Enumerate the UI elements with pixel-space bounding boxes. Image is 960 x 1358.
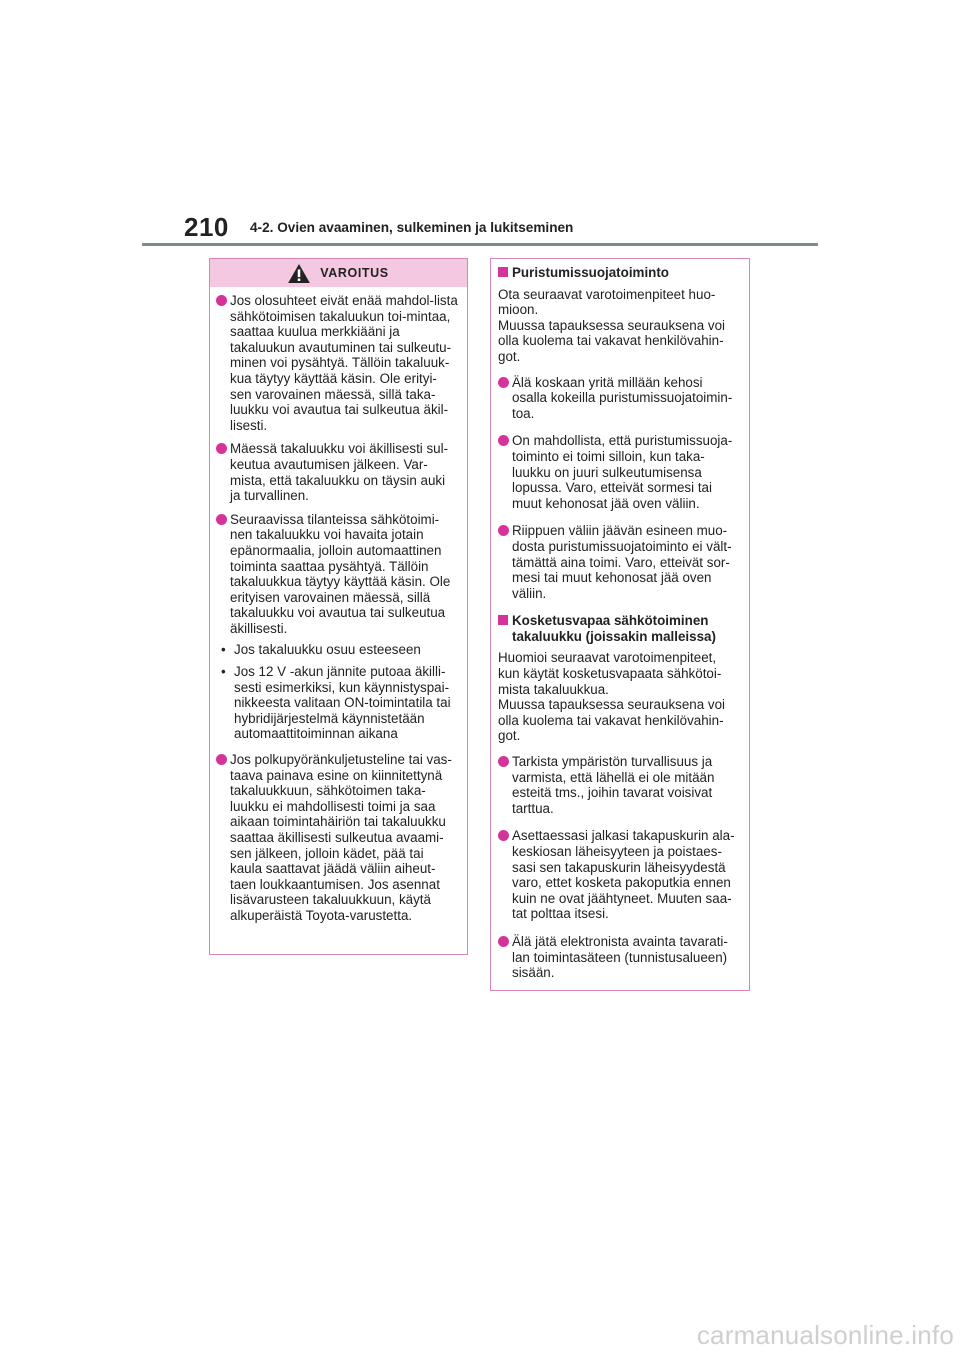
info-item-text: Asettaessasi jalkasi takapuskurin ala-keskiosan läheisyyteen ja poistaes-sasi sen takapuskurin läheisyydestä varo, ettet kosketa pakoputkia ennen kuin ne ovat jäähtyneet. Muuten saa-tat polttaa itsesi. xyxy=(512,828,735,922)
bullet-dot-icon xyxy=(216,295,227,306)
info-item-text: Älä jätä elektronista avainta tavarati-lan toimintasäteen (tunnistusalueen) sisään. xyxy=(512,933,728,981)
bullet-dot-icon xyxy=(498,830,509,841)
bullet-icon: • xyxy=(221,664,226,680)
warning-triangle-icon xyxy=(288,264,310,283)
bullet-dot-icon xyxy=(216,754,227,765)
section-heading xyxy=(498,613,741,644)
bullet-dot-icon xyxy=(498,936,509,947)
bullet-dot-icon xyxy=(498,435,509,446)
warning-box xyxy=(209,258,468,955)
info-item xyxy=(498,433,741,511)
info-item xyxy=(498,934,741,981)
bullet-dot-icon xyxy=(498,756,509,767)
warning-header xyxy=(210,259,467,287)
warning-subitem xyxy=(216,642,458,658)
info-item xyxy=(498,375,741,422)
bullet-dot-icon xyxy=(498,525,509,536)
header-divider xyxy=(142,243,818,246)
paragraph: Ota seuraavat varotoimenpiteet huo-mioon. xyxy=(498,286,716,318)
info-item xyxy=(498,523,741,601)
watermark: carmanualsonline.info xyxy=(696,1320,954,1350)
paragraph: Huomioi seuraavat varotoimenpiteet, kun käytät kosketusvapaata sähkötoi-mista takaluukkua. xyxy=(498,650,722,697)
section-heading xyxy=(498,265,741,281)
warning-subitem-text: Jos takaluukku osuu esteeseen xyxy=(234,642,421,658)
warning-item-text: Seuraavissa tilanteissa sähkötoimi-nen takaluukku voi havaita jotain epänormaalia, jolloin automaattinen toiminta saattaa pysähtyä. Tällöin takaluukkua täytyy käyttää käsin. Ole erityisen varovainen mäessä, sillä takaluukku voi avautua tai sulkeutua äkillisesti. xyxy=(230,511,451,636)
warning-item xyxy=(216,752,458,924)
section-heading-text: Puristumissuojatoiminto xyxy=(512,265,669,280)
warning-item-text: Mäessä takaluukku voi äkillisesti sul-keutua avautumisen jälkeen. Var-mista, että takaluukku on täysin auki ja turvallinen. xyxy=(230,441,449,504)
warning-item-text: Jos olosuhteet eivät enää mahdol-lista sähkötoimisen takaluukun toi-mintaa, saattaa kuulua merkkiääni ja takaluukun avautuminen tai sulkeutu-minen voi pysähtyä. Tällöin takaluuk-kua täytyy käyttää käsin. Ole erityi-sen varovainen mäessä, sillä taka-luukku voi avautua tai sulkeutua äkil-lisesti. xyxy=(230,293,458,433)
info-item-text: Riippuen väliin jäävän esineen muo-dosta puristumissuojatoiminto ei vält-tämättä aina toimi. Varo, etteivät sor-mesi tai muut kehonosat jää oven väliin. xyxy=(512,523,732,601)
info-item-text: On mahdollista, että puristumissuoja-toiminto ei toimi silloin, kun taka-luukku on juuri sulkeutumisensa lopussa. Varo, etteivät sormesi tai muut kehonosat jää oven väliin. xyxy=(512,433,733,511)
warning-item xyxy=(216,512,458,637)
chapter-heading: 4-2. Ovien avaaminen, sulkeminen ja lukitseminen xyxy=(250,220,574,235)
bullet-dot-icon xyxy=(216,443,227,454)
square-bullet-icon xyxy=(498,267,508,277)
paragraph: Muussa tapauksessa seurauksena voi olla kuolema tai vakavat henkilövahin-got. xyxy=(498,317,726,364)
paragraph: Muussa tapauksessa seurauksena voi olla kuolema tai vakavat henkilövahin-got. xyxy=(498,697,726,744)
warning-subitem-text: Jos 12 V -akun jännite putoaa äkilli-sesti esimerkiksi, kun käynnistyspai-nikkeesta valitaan ON-toimintatila tai hybridijärjestelmä käynnistetään automaattitoiminnan aikana xyxy=(234,664,451,742)
warning-title: VAROITUS xyxy=(320,266,389,280)
info-item xyxy=(498,828,741,922)
bullet-dot-icon xyxy=(216,514,227,525)
info-item-text: Tarkista ympäristön turvallisuus ja varmista, että lähellä ei ole mitään esteitä tms., joihin tavarat voisivat tarttua. xyxy=(512,754,715,816)
warning-subitem xyxy=(216,664,458,742)
section-heading-text: Kosketusvapaa sähkötoiminen takaluukku (joissakin malleissa) xyxy=(512,613,716,644)
warning-item-text: Jos polkupyöränkuljetusteline tai vas-taava painava esine on kiinnitettynä takaluukkuun, sähkötoimen taka-luukku ei mahdollisesti toimi ja saa aikaan toimintahäiriön tai takaluukku saattaa äkillisesti sulkeutua avaami-sen jälkeen, jolloin kädet, pää tai kaula saattavat jäädä väliin aiheut-taen loukkaantumisen. Jos asennat lisävarusteen takaluukkuun, käytä alkuperäistä Toyota-varustetta. xyxy=(230,752,452,923)
warning-item xyxy=(216,441,458,503)
page-number: 210 xyxy=(184,212,229,242)
info-box xyxy=(490,258,750,991)
info-item xyxy=(498,754,741,816)
bullet-dot-icon xyxy=(498,377,509,388)
bullet-icon: • xyxy=(221,642,226,658)
warning-item xyxy=(216,293,458,433)
square-bullet-icon xyxy=(498,615,508,625)
info-item-text: Älä koskaan yritä millään kehosi osalla kokeilla puristumissuojatoimin-toa. xyxy=(512,374,733,421)
